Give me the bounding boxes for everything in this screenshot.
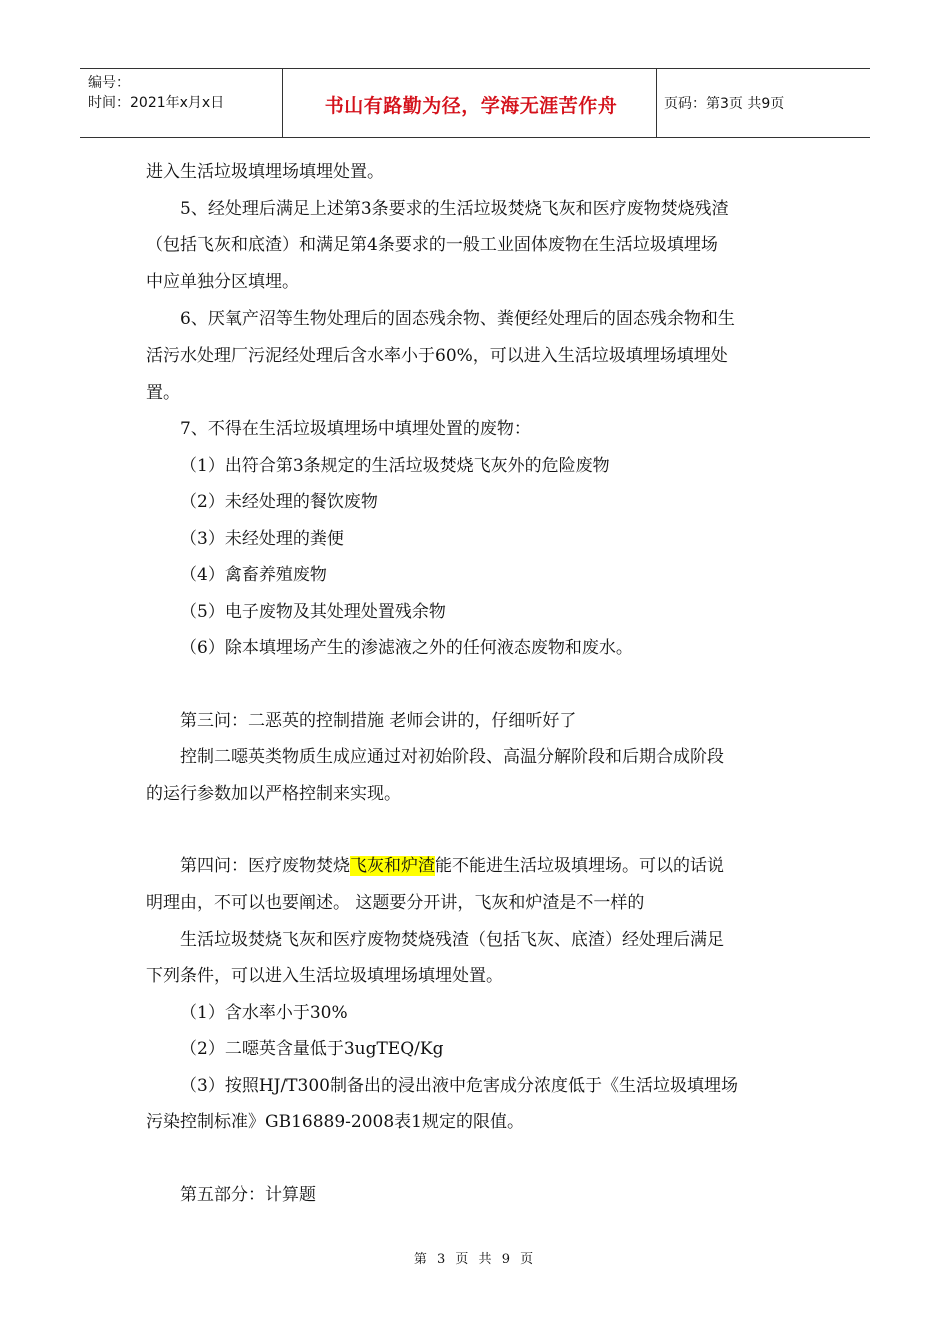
list-item: （3）未经处理的粪便 [180,529,344,549]
list-item: （3）按照HJ/T300制备出的浸出液中危害成分浓度低于《生活垃圾填埋场 [180,1076,738,1096]
serial-number-label: 编号： [88,75,130,91]
list-item: （1）出符合第3条规定的生活垃圾焚烧飞灰外的危险废物 [180,456,610,476]
paragraph-line: 明理由，不可以也要阐述。 这题要分开讲，飞灰和炉渣是不一样的 [146,893,645,913]
section-heading [180,855,724,877]
list-item: （2）未经处理的餐饮废物 [180,492,378,512]
page-footer: 第 3 页 共 9 页 [413,1252,537,1267]
document-header [80,68,870,138]
header-divider [656,69,657,137]
heading-text: 第四问：医疗废物焚烧 [180,856,350,876]
header-page-info: 页码：第3页 共9页 [664,96,785,112]
header-meta [88,73,224,113]
paragraph-line: 生活垃圾焚烧飞灰和医疗废物焚烧残渣（包括飞灰、底渣）经处理后满足 [180,930,724,950]
paragraph-line: 7、不得在生活垃圾填埋场中填埋处置的废物： [180,419,531,439]
paragraph-line: 置。 [146,383,180,403]
list-item: （4）禽畜养殖废物 [180,565,327,585]
paragraph-line: 活污水处理厂污泥经处理后含水率小于60%，可以进入生活垃圾填埋场填埋处 [146,346,728,366]
header-motto: 书山有路勤为径，学海无涯苦作舟 [324,95,618,117]
heading-text: 能不能进生活垃圾填埋场。可以的话说 [435,856,724,876]
section-heading: 第五部分：计算题 [180,1185,316,1205]
highlighted-text: 飞灰和炉渣 [350,856,435,876]
list-item: （1）含水率小于30% [180,1003,348,1023]
paragraph-line: （包括飞灰和底渣）和满足第4条要求的一般工业固体废物在生活垃圾填埋场 [146,235,718,255]
date-label: 时间：2021年x月x日 [88,95,225,111]
list-item: （2）二噁英含量低于3ugTEQ/Kg [180,1039,444,1059]
paragraph-line: 5、经处理后满足上述第3条要求的生活垃圾焚烧飞灰和医疗废物焚烧残渣 [180,199,729,219]
paragraph-line: 的运行参数加以严格控制来实现。 [146,784,401,804]
paragraph-line: 控制二噁英类物质生成应通过对初始阶段、高温分解阶段和后期合成阶段 [180,747,724,767]
paragraph-line: 进入生活垃圾填埋场填埋处置。 [146,162,384,182]
paragraph-line: 污染控制标准》GB16889-2008表1规定的限值。 [146,1112,524,1132]
section-heading: 第三问：二恶英的控制措施 老师会讲的，仔细听好了 [180,711,577,731]
list-item: （5）电子废物及其处理处置残余物 [180,602,446,622]
paragraph-line: 中应单独分区填埋。 [146,272,299,292]
paragraph-line: 6、厌氧产沼等生物处理后的固态残余物、粪便经处理后的固态残余物和生 [180,309,735,329]
paragraph-line: 下列条件，可以进入生活垃圾填埋场填埋处置。 [146,966,503,986]
list-item: （6）除本填埋场产生的渗滤液之外的任何液态废物和废水。 [180,638,633,658]
